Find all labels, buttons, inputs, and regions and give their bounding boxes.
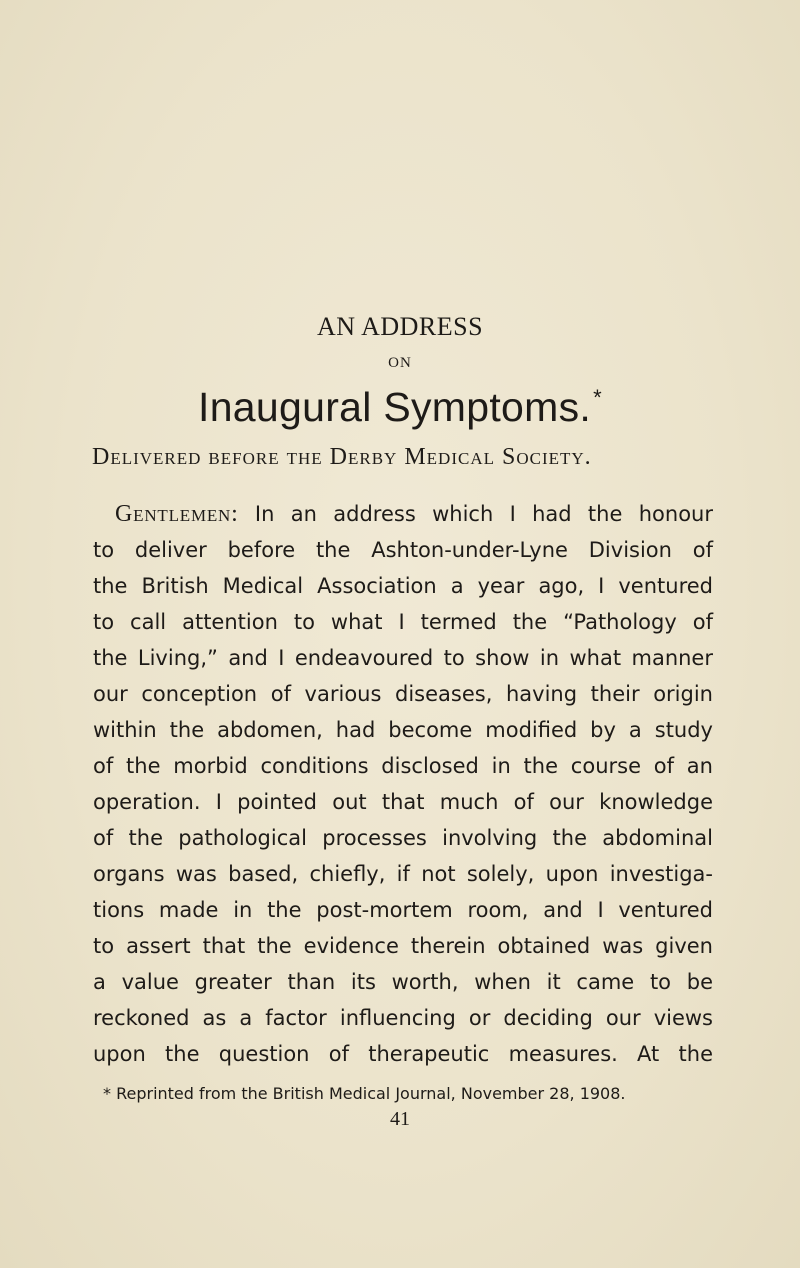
paragraph-line: the British Medical Association a year ago, I ventured — [93, 574, 713, 598]
heading-on: ON — [388, 355, 412, 371]
heading-address: AN ADDRESS — [316, 312, 484, 341]
paragraph-line: reckoned as a factor influencing or deciding our views — [93, 1006, 713, 1030]
page-number: 41 — [390, 1108, 410, 1130]
page-title — [0, 384, 800, 431]
paragraph-line: of the pathological processes involving the abdominal — [93, 826, 713, 850]
subheading: Delivered before the Derby Medical Society. — [92, 444, 592, 470]
paragraph-line: the Living,” and I endeavoured to show in what manner — [93, 646, 713, 670]
paragraph-line: organs was based, chiefly, if not solely, upon investiga- — [93, 862, 713, 886]
paragraph-line — [93, 496, 713, 532]
paragraph-line: our conception of various diseases, having their origin — [93, 682, 713, 706]
paragraph-line: within the abdomen, had become modified by a study — [93, 718, 713, 742]
salutation: Gentlemen: — [115, 501, 239, 527]
line-text: In an address which I had the honour — [254, 502, 713, 526]
footnote: * Reprinted from the British Medical Journal, November 28, 1908. — [103, 1084, 626, 1103]
paragraph-line: of the morbid conditions disclosed in the course of an — [93, 754, 713, 778]
paragraph-line: to deliver before the Ashton-under-Lyne Division of — [93, 538, 713, 562]
paragraph-line: operation. I pointed out that much of our knowledge — [93, 790, 713, 814]
paragraph-line: a value greater than its worth, when it came to be — [93, 970, 713, 994]
paragraph-line: upon the question of therapeutic measures. At the — [93, 1042, 713, 1066]
body-paragraph — [93, 496, 713, 1072]
paragraph-line: to assert that the evidence therein obtained was given — [93, 934, 713, 958]
footnote-marker: * — [593, 385, 602, 410]
title-text: Inaugural Symptoms. — [198, 384, 592, 430]
paragraph-line: tions made in the post-mortem room, and I ventured — [93, 898, 713, 922]
paragraph-line: to call attention to what I termed the “Pathology of — [93, 610, 713, 634]
